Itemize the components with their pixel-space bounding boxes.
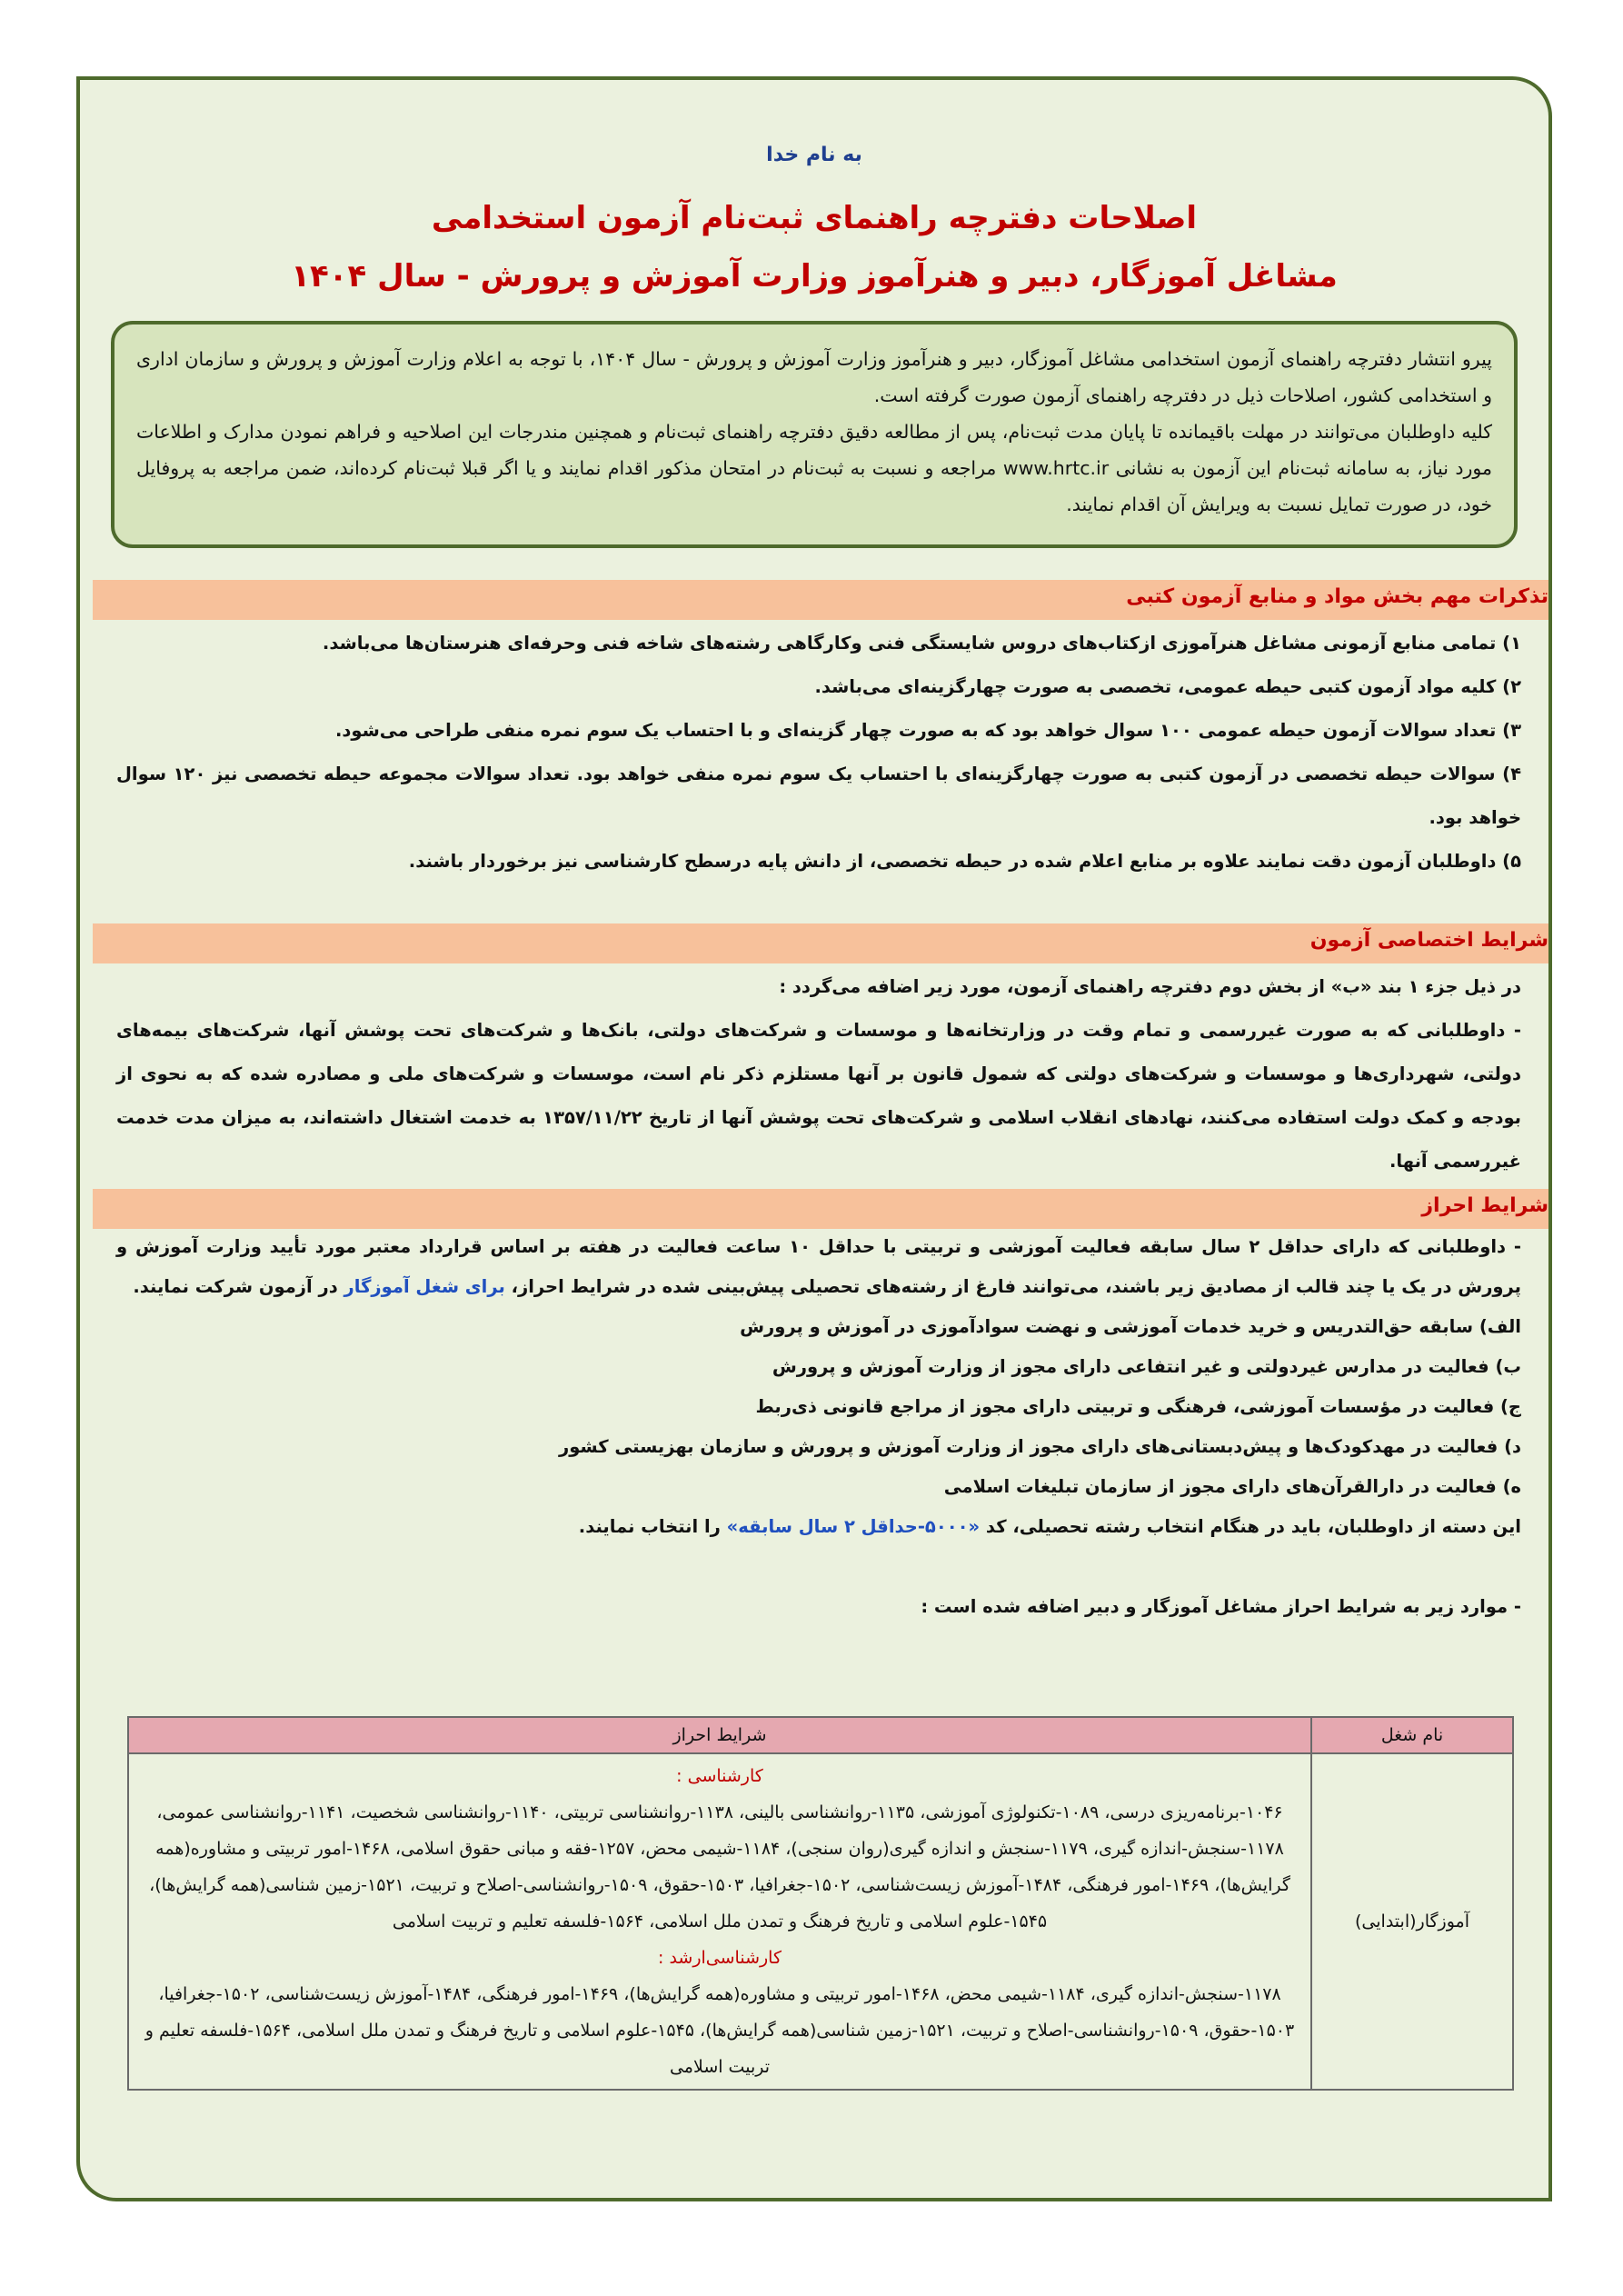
- code-highlight: «۵۰۰۰-حداقل ۲ سال سابقه»: [726, 1516, 981, 1537]
- special-conditions-text: [116, 965, 1521, 1183]
- page-title-line2: مشاغل آموزگار، دبیر و هنرآموز وزارت آموزش و پرورش - سال ۱۴۰۴: [291, 258, 1338, 294]
- page-frame: [76, 76, 1552, 2201]
- intro-paragraph-1: پیرو انتشار دفترچه راهنمای آزمون استخدامی مشاغل آموزگار، دبیر و هنرآموز وزارت آموزش و پرورش - سال ۱۴۰۴، با توجه به اعلام وزارت آموزش و پرورش و سازمان اداری و استخدامی کشور، اصلاحات ذیل در دفترچه راهنمای آزمون صورت گرفته است.: [136, 348, 1492, 406]
- requirements-cell: [128, 1753, 1311, 2090]
- section-title-exam-notes: تذکرات مهم بخش مواد و منابع آزمون کتبی: [1126, 585, 1548, 608]
- qualifications-table-wrap: [127, 1716, 1514, 2091]
- special-conditions-lead: در ذیل جزء ۱ بند «ب» از بخش دوم دفترچه راهنمای آزمون، مورد زیر اضافه می‌گردد :: [779, 976, 1521, 997]
- job-cell: آموزگار(ابتدایی): [1311, 1753, 1513, 2090]
- list-item: الف) سابقه حق‌التدریس و خرید خدمات آموزشی و نهضت سوادآموزی در آموزش و پرورش: [740, 1316, 1521, 1337]
- bachelor-label: کارشناسی :: [676, 1766, 763, 1786]
- section-title-qualifications: شرایط احراز: [1421, 1194, 1548, 1217]
- section-title-special-conditions: شرایط اختصاصی آزمون: [1309, 929, 1548, 952]
- intro-paragraph-2: کلیه داوطلبان می‌توانند در مهلت باقیمانده تا پایان مدت ثبت‌نام، پس از مطالعه دقیق دفترچه راهنمای ثبت‌نام و همچنین مندرجات این اصلاحیه و فراهم نمودن مدارک و اطلاعات مورد نیاز، به سامانه ثبت‌نام این آزمون به نشانی www.hrtc.ir مراجعه و نسبت به ثبت‌نام در امتحان مذکور اقدام نمایند و یا اگر قبلا ثبت‌نام کرده‌اند، ضمن مراجعه به پروفایل خود، در صورت تمایل نسبت به ویرایش آن اقدام نمایند.: [136, 421, 1492, 515]
- section-bar-special-conditions: [93, 923, 1548, 963]
- col-job-header: نام شغل: [1311, 1717, 1513, 1753]
- teacher-job-highlight: برای شغل آموزگار: [344, 1276, 505, 1297]
- list-item: ۲) کلیه مواد آزمون کتبی حیطه عمومی، تخصصی به صورت چهارگزینه‌ای می‌باشد.: [814, 676, 1521, 697]
- table-row: [128, 1753, 1513, 2090]
- code-instruction: این دسته از داوطلبان، باید در هنگام انتخاب رشته تحصیلی، کد «۵۰۰۰-حداقل ۲ سال سابقه» را انتخاب نمایند.: [578, 1516, 1521, 1537]
- list-item: ه) فعالیت در دارالقرآن‌های دارای مجوز از سازمان تبلیغات اسلامی: [943, 1476, 1521, 1497]
- qualifications-table: [127, 1716, 1514, 2091]
- list-item: ۵) داوطلبان آزمون دقت نمایند علاوه بر منابع اعلام شده در حیطه تخصصی، از دانش پایه درسطح کارشناسی نیز برخوردار باشند.: [408, 851, 1521, 872]
- special-conditions-body: - داوطلبانی که به صورت غیررسمی و تمام وقت در وزارتخانه‌ها و موسسات و شرکت‌های دولتی، بانک‌ها و شرکت‌های تحت پوشش آنها، شرکت‌های بیمه‌های دولتی، شهرداری‌ها و موسسات و شرکت‌های دولتی که شمول قانون بر آنها مستلزم ذکر نام است، موسسات و شرکت‌های ملی و مصادره شده که به نحوی از بودجه و کمک دولت استفاده می‌کنند، نهادهای انقلاب اسلامی و شرکت‌های تحت پوشش آنها از تاریخ ۱۳۵۷/۱۱/۲۲ به خدمت اشتغال داشته‌اند، به میزان مدت خدمت غیررسمی آنها.: [116, 1020, 1521, 1172]
- intro-box: [111, 321, 1518, 548]
- list-item: د) فعالیت در مهدکودک‌ها و پیش‌دبستانی‌های دارای مجوز از وزارت آموزش و پرورش و سازمان بهزیستی کشور: [558, 1436, 1521, 1457]
- section-bar-qualifications: [93, 1189, 1548, 1229]
- table-header-row: [128, 1717, 1513, 1753]
- master-fields: ۱۱۷۸-سنجش-اندازه گیری، ۱۱۸۴-شیمی محض، ۱۴۶۸-امور تربیتی و مشاوره(همه گرایش‌ها)، ۱۴۶۹-امور فرهنگی، ۱۴۸۴-آموزش زیست‌شناسی، ۱۵۰۲-جغرافیا، ۱۵۰۳-حقوق، ۱۵۰۹-روانشناسی-اصلاح و تربیت، ۱۵۲۱-زمین شناسی(همه گرایش‌ها)، ۱۵۴۵-علوم اسلامی و تاریخ فرهنگ و تمدن ملل اسلامی، ۱۵۶۴-فلسفه تعلیم و تربیت اسلامی: [144, 1984, 1295, 2077]
- list-item: ب) فعالیت در مدارس غیردولتی و غیر انتفاعی دارای مجوز از وزارت آموزش و پرورش: [772, 1356, 1521, 1377]
- bismillah: به نام خدا: [766, 144, 862, 166]
- qualifications-body: - داوطلبانی که دارای حداقل ۲ سال سابقه فعالیت آموزشی و تربیتی با حداقل ۱۰ ساعت فعالیت در هفته بر اساس قرارداد معتبر مورد تأیید وزارت آموزش و پرورش در یک یا چند قالب از مصادیق زیر باشند، می‌توانند فارغ از رشته‌های تحصیلی پیش‌بینی شده در شرایط احراز، برای شغل آموزگار در آزمون شرکت نمایند.: [116, 1236, 1521, 1297]
- exam-notes-list: [116, 622, 1521, 883]
- bachelor-fields: ۱۰۴۶-برنامه‌ریزی درسی، ۱۰۸۹-تکنولوژی آموزشی، ۱۱۳۵-روانشناسی بالینی، ۱۱۳۸-روانشناسی تربیتی، ۱۱۴۰-روانشناسی شخصیت، ۱۱۴۱-روانشناسی عمومی، ۱۱۷۸-سنجش-اندازه گیری، ۱۱۷۹-سنجش و اندازه گیری(روان سنجی)، ۱۱۸۴-شیمی محض، ۱۲۵۷-فقه و مبانی حقوق اسلامی، ۱۴۶۸-امور تربیتی و مشاوره(همه گرایش‌ها)، ۱۴۶۹-امور فرهنگی، ۱۴۸۴-آموزش زیست‌شناسی، ۱۵۰۲-جغرافیا، ۱۵۰۳-حقوق، ۱۵۰۹-روانشناسی-اصلاح و تربیت، ۱۵۲۱-زمین شناسی(همه گرایش‌ها)، ۱۵۴۵-علوم اسلامی و تاریخ فرهنگ و تمدن ملل اسلامی، ۱۵۶۴-فلسفه تعلیم و تربیت اسلامی: [149, 1802, 1290, 1932]
- section-bar-exam-notes: [93, 580, 1548, 620]
- list-item: ج) فعالیت در مؤسسات آموزشی، فرهنگی و تربیتی دارای مجوز از مراجع قانونی ذی‌ربط: [755, 1396, 1521, 1417]
- list-item: ۳) تعداد سوالات آزمون حیطه عمومی ۱۰۰ سوال خواهد بود که به صورت چهار گزینه‌ای و با احتساب یک سوم نمره منفی طراحی می‌شود.: [334, 720, 1521, 741]
- page-title-line1: اصلاحات دفترچه راهنمای ثبت‌نام آزمون استخدامی: [431, 200, 1198, 236]
- qualifications-addition: - موارد زیر به شرایط احراز مشاغل آموزگار و دبیر اضافه شده است :: [921, 1596, 1521, 1617]
- col-req-header: شرایط احراز: [128, 1717, 1311, 1753]
- master-label: کارشناسی‌ارشد :: [658, 1948, 782, 1968]
- list-item: ۴) سوالات حیطه تخصصی در آزمون کتبی به صورت چهارگزینه‌ای با احتساب یک سوم نمره منفی خواهد بود. تعداد سوالات مجموعه حیطه تخصصی نیز ۱۲۰ سوال خواهد بود.: [116, 764, 1521, 828]
- qualifications-text: [116, 1227, 1521, 1627]
- list-item: ۱) تمامی منابع آزمونی مشاغل هنرآموزی ازکتاب‌های دروس شایستگی فنی وکارگاهی رشته‌های شاخه فنی وحرفه‌ای هنرستان‌ها می‌باشد.: [322, 633, 1521, 654]
